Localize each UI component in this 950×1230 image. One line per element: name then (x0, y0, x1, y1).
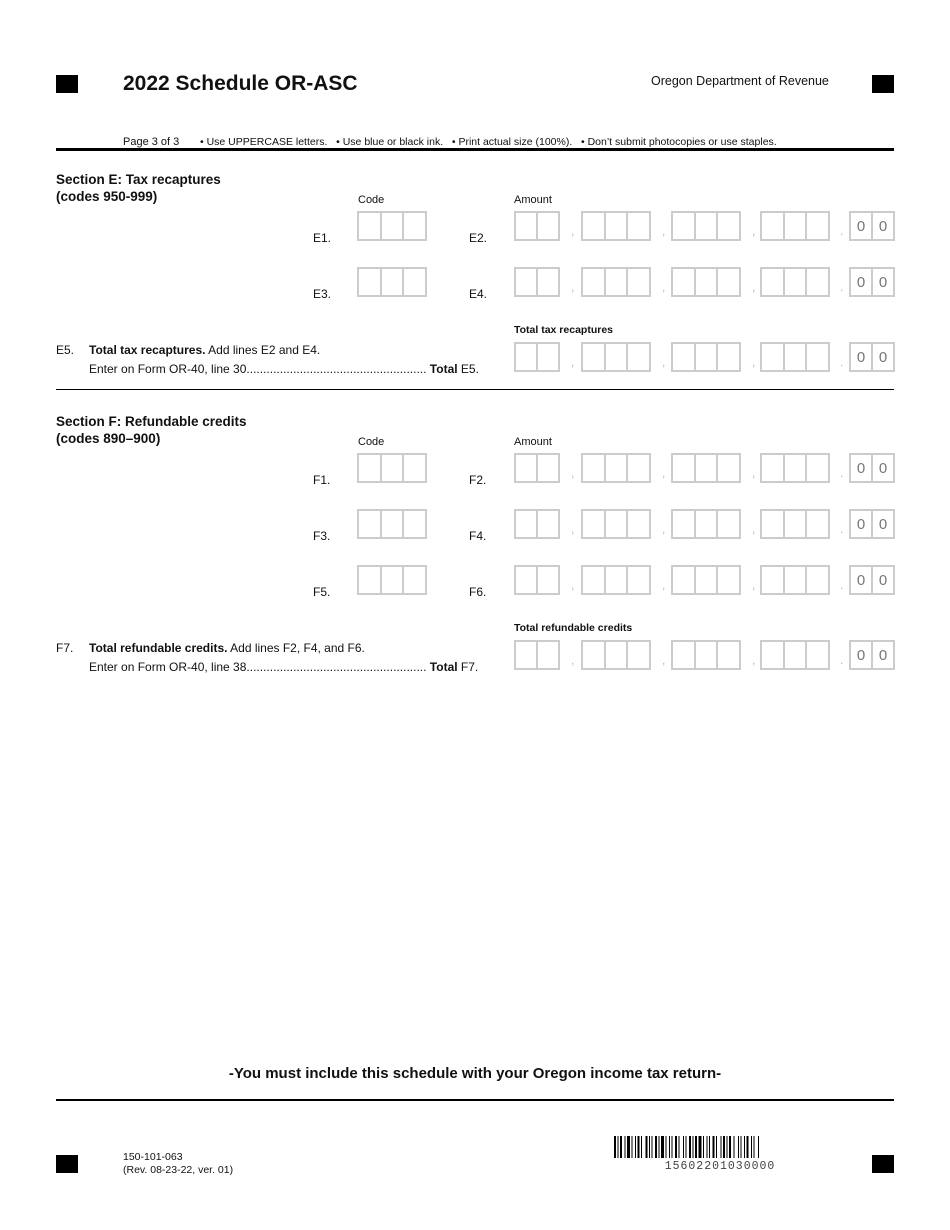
thousands-separator: , (662, 466, 666, 480)
amount-digit-group[interactable] (581, 509, 651, 539)
cents-box (849, 211, 895, 241)
form-number: 150-101-063 (123, 1151, 183, 1163)
barcode-bar (699, 1136, 702, 1158)
barcode-bar (632, 1136, 633, 1158)
leader-dots: ...................................................... (246, 660, 427, 674)
cents-digit: 0 (878, 273, 888, 291)
amount-digit-group[interactable] (671, 565, 741, 595)
barcode-bar (635, 1136, 636, 1158)
barcode-bar (707, 1136, 708, 1158)
enter-text: Enter on Form OR-40, line 30 (89, 362, 247, 376)
barcode-bar (666, 1136, 667, 1158)
cents-digit: 0 (878, 217, 888, 235)
amount-digit-group[interactable] (671, 453, 741, 483)
total-label: F7. (460, 660, 479, 674)
line-label-f1: F1. (313, 473, 331, 487)
cents-digit: 0 (878, 515, 888, 533)
recapture-code-input[interactable] (357, 211, 427, 241)
cents-digit: 0 (878, 348, 888, 366)
section-divider (56, 389, 894, 390)
credit-code-input[interactable] (357, 453, 427, 483)
thousands-separator: , (571, 578, 575, 592)
thousands-separator: , (662, 280, 666, 294)
code-header: Code (358, 436, 385, 448)
amount-digit-group[interactable] (581, 453, 651, 483)
barcode-bar (689, 1136, 691, 1158)
amount-digit-group[interactable] (671, 211, 741, 241)
form-title: 2022 Schedule OR-ASC (123, 72, 358, 95)
barcode-bar (727, 1136, 728, 1158)
barcode-bar (734, 1136, 735, 1158)
thousands-separator: , (662, 224, 666, 238)
barcode-bar (669, 1136, 670, 1158)
section-e-codes: (codes 950-999) (56, 189, 158, 204)
total-line-text: Add lines E2 and E4. (205, 343, 321, 357)
total-line-enter (89, 660, 478, 674)
barcode-bar (751, 1136, 752, 1158)
amount-digit-group[interactable] (514, 267, 560, 297)
barcode-bar (649, 1136, 650, 1158)
barcode-bar (672, 1136, 673, 1158)
barcode-bar (721, 1136, 722, 1158)
section-f-title: Section F: Refundable credits (56, 414, 247, 429)
total-line-number: E5. (56, 343, 75, 357)
line-label-e2: E2. (469, 231, 488, 245)
barcode-bar (744, 1136, 745, 1158)
amount-digit-group[interactable] (514, 211, 560, 241)
total-line-description (89, 641, 365, 655)
registration-mark-top-right (872, 75, 894, 93)
amount-digit-group[interactable] (760, 211, 830, 241)
total-line-enter (89, 362, 479, 376)
amount-digit-group[interactable] (760, 640, 830, 670)
instructions: • Use UPPERCASE letters. • Use blue or black ink. • Print actual size (100%). • Don’t submit photocopies or use staples. (200, 136, 777, 148)
cents-digit: 0 (878, 571, 888, 589)
barcode-bar (679, 1136, 680, 1158)
amount-digit-group[interactable] (671, 267, 741, 297)
thousands-separator: , (752, 653, 756, 667)
amount-digit-group[interactable] (514, 640, 560, 670)
amount-digit-group[interactable] (760, 342, 830, 372)
thousands-separator: , (752, 578, 756, 592)
line-label-e4: E4. (469, 287, 488, 301)
barcode-bar (703, 1136, 704, 1158)
barcode-bar (661, 1136, 664, 1158)
total-line-number: F7. (56, 641, 74, 655)
thousands-separator: , (571, 466, 575, 480)
cents-digit: 0 (851, 567, 873, 593)
thousands-separator: , (571, 522, 575, 536)
total-label: E5. (460, 362, 479, 376)
section-e-title: Section E: Tax recaptures (56, 172, 221, 187)
barcode-bar (659, 1136, 660, 1158)
cents-digit: 0 (851, 269, 873, 295)
thousands-separator: , (571, 355, 575, 369)
barcode-bar (627, 1136, 630, 1158)
amount-digit-group[interactable] (760, 565, 830, 595)
thousands-separator: , (571, 224, 575, 238)
amount-digit-group[interactable] (671, 342, 741, 372)
agency-name: Oregon Department of Revenue (651, 74, 829, 88)
barcode-bar (729, 1136, 731, 1158)
decimal-separator: . (840, 653, 844, 667)
barcode-bar (614, 1136, 616, 1158)
line-label-f3: F3. (313, 529, 331, 543)
barcode-bar (709, 1136, 710, 1158)
page-number: Page 3 of 3 (123, 136, 180, 148)
footer-rule (56, 1099, 894, 1101)
thousands-separator: , (571, 280, 575, 294)
total-line-description (89, 343, 320, 357)
thousands-separator: , (752, 280, 756, 294)
recapture-code-input[interactable] (357, 267, 427, 297)
decimal-separator: . (840, 466, 844, 480)
code-header: Code (358, 194, 385, 206)
amount-digit-group[interactable] (760, 267, 830, 297)
amount-header: Amount (514, 194, 552, 206)
total-word: Total (429, 660, 458, 674)
cents-digit: 0 (851, 642, 873, 668)
barcode-bar (747, 1136, 749, 1158)
barcode-number: 15602201030000 (664, 1160, 776, 1173)
thousands-separator: , (662, 653, 666, 667)
cents-box (849, 267, 895, 297)
registration-mark-top-left (56, 75, 78, 93)
barcode-bar (638, 1136, 640, 1158)
barcode-bar (625, 1136, 626, 1158)
barcode-bar (683, 1136, 684, 1158)
amount-digit-group[interactable] (581, 565, 651, 595)
total-word: Total (429, 362, 458, 376)
amount-digit-group[interactable] (671, 640, 741, 670)
thousands-separator: , (752, 224, 756, 238)
section-f-codes: (codes 890–900) (56, 431, 161, 446)
cents-digit: 0 (878, 459, 888, 477)
amount-digit-group[interactable] (514, 509, 560, 539)
decimal-separator: . (840, 224, 844, 238)
leader-dots: ...................................................... (246, 362, 427, 376)
total-header: Total refundable credits (514, 622, 633, 634)
cents-box (849, 640, 895, 670)
line-label-f4: F4. (469, 529, 487, 543)
thousands-separator: , (752, 522, 756, 536)
decimal-separator: . (840, 578, 844, 592)
footer-notice: -You must include this schedule with your Oregon income tax return- (228, 1065, 722, 1082)
barcode-bar (641, 1136, 642, 1158)
amount-digit-group[interactable] (514, 453, 560, 483)
decimal-separator: . (840, 280, 844, 294)
barcode-bar (655, 1136, 657, 1158)
amount-digit-group[interactable] (514, 565, 560, 595)
barcode-bar (723, 1136, 725, 1158)
barcode-bar (652, 1136, 653, 1158)
enter-text: Enter on Form OR-40, line 38 (89, 660, 247, 674)
header-rule (56, 148, 894, 151)
thousands-separator: , (662, 355, 666, 369)
cents-digit: 0 (878, 646, 888, 664)
amount-digit-group[interactable] (581, 267, 651, 297)
credit-code-input[interactable] (357, 565, 427, 595)
cents-digit: 0 (851, 511, 873, 537)
thousands-separator: , (571, 653, 575, 667)
thousands-separator: , (662, 578, 666, 592)
cents-digit: 0 (851, 213, 873, 239)
amount-digit-group[interactable] (514, 342, 560, 372)
cents-digit: 0 (851, 344, 873, 370)
amount-digit-group[interactable] (671, 509, 741, 539)
barcode-bar (693, 1136, 694, 1158)
amount-digit-group[interactable] (760, 509, 830, 539)
barcode-bar (686, 1136, 687, 1158)
line-label-e3: E3. (313, 287, 332, 301)
decimal-separator: . (840, 355, 844, 369)
cents-digit: 0 (851, 455, 873, 481)
amount-digit-group[interactable] (581, 342, 651, 372)
barcode-bar (754, 1136, 755, 1158)
amount-digit-group[interactable] (581, 640, 651, 670)
line-label-f2: F2. (469, 473, 487, 487)
thousands-separator: , (662, 522, 666, 536)
amount-digit-group[interactable] (760, 453, 830, 483)
total-line-text: Add lines F2, F4, and F6. (227, 641, 365, 655)
barcode (614, 1136, 826, 1158)
cents-box (849, 453, 895, 483)
barcode-bar (716, 1136, 717, 1158)
amount-digit-group[interactable] (581, 211, 651, 241)
amount-header: Amount (514, 436, 552, 448)
cents-box (849, 509, 895, 539)
barcode-bar (758, 1136, 759, 1158)
cents-box (849, 565, 895, 595)
line-label-e1: E1. (313, 231, 332, 245)
decimal-separator: . (840, 522, 844, 536)
cents-box (849, 342, 895, 372)
total-header: Total tax recaptures (514, 324, 614, 336)
thousands-separator: , (752, 466, 756, 480)
line-label-f6: F6. (469, 585, 487, 599)
line-label-f5: F5. (313, 585, 331, 599)
credit-code-input[interactable] (357, 509, 427, 539)
registration-mark-bottom-right (872, 1155, 894, 1173)
barcode-bar (741, 1136, 742, 1158)
barcode-bar (618, 1136, 619, 1158)
barcode-bar (738, 1136, 739, 1158)
total-line-bold: Total refundable credits. (89, 641, 228, 655)
barcode-bar (620, 1136, 622, 1158)
barcode-bar (713, 1136, 715, 1158)
barcode-bar (646, 1136, 648, 1158)
registration-mark-bottom-left (56, 1155, 78, 1173)
thousands-separator: , (752, 355, 756, 369)
barcode-bar (675, 1136, 677, 1158)
total-line-bold: Total tax recaptures. (89, 343, 206, 357)
revision: (Rev. 08-23-22, ver. 01) (123, 1164, 234, 1176)
barcode-bar (695, 1136, 697, 1158)
